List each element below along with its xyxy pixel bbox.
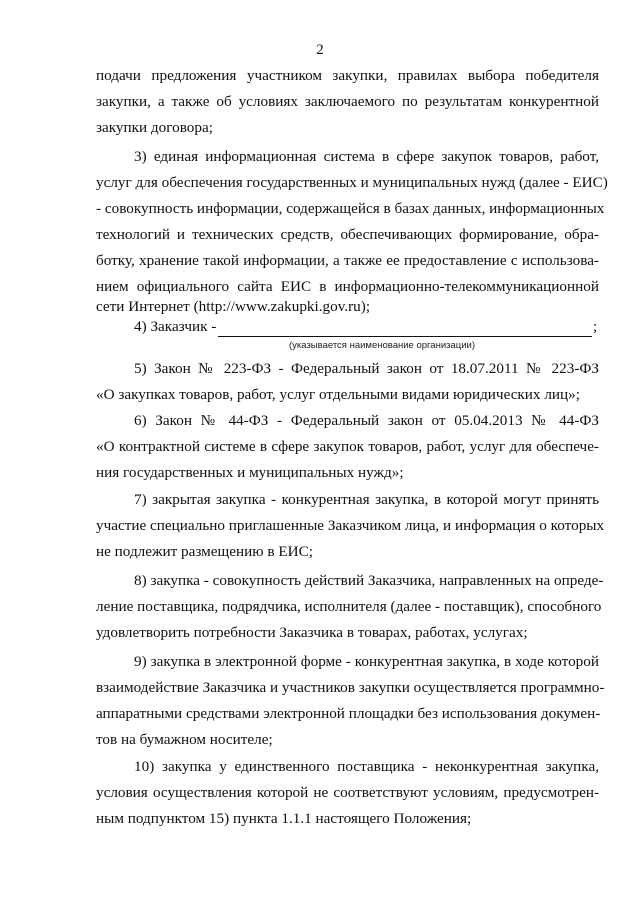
text-line: аппаратными средствами электронной площадки без использования докумен- [96, 705, 601, 722]
text-line: ным подпунктом 15) пункта 1.1.1 настоящего Положения; [96, 810, 472, 827]
text-line: не подлежит размещению в ЕИС; [96, 543, 313, 560]
text-line: нием официального сайта ЕИС в информационно-телекоммуникационной [96, 278, 599, 295]
customer-label: 4) Заказчик - [134, 318, 217, 335]
text-line: услуг для обеспечения государственных и муниципальных нужд (далее - ЕИС) [96, 174, 608, 191]
text-line: закупки договора; [96, 119, 213, 136]
text-line: ботку, хранение такой информации, а также ее предоставление с использова- [96, 252, 599, 269]
text-line: 5) Закон № 223-ФЗ - Федеральный закон от 18.07.2011 № 223-ФЗ [134, 360, 599, 377]
text-line: удовлетворить потребности Заказчика в товарах, работах, услугах; [96, 624, 528, 641]
customer-fill-line [218, 336, 592, 337]
text-line: - совокупность информации, содержащейся в базах данных, информационных [96, 200, 605, 217]
text-line: ление поставщика, подрядчика, исполнителя (далее - поставщик), способного [96, 598, 602, 615]
text-line: 8) закупка - совокупность действий Заказчика, направленных на опреде- [134, 572, 604, 589]
text-line: 6) Закон № 44-ФЗ - Федеральный закон от 05.04.2013 № 44-ФЗ [134, 412, 599, 429]
text-line: условия осуществления которой не соответствуют условиям, предусмотрен- [96, 784, 599, 801]
customer-caption: (указывается наименование организации) [288, 340, 475, 351]
customer-field-row [134, 318, 599, 340]
text-line: подачи предложения участником закупки, правилах выбора победителя [96, 67, 599, 84]
text-line: «О закупках товаров, работ, услуг отдельными видами юридических лиц»; [96, 386, 580, 403]
text-line: участие специально приглашенные Заказчиком лица, и информация о которых [96, 517, 605, 534]
text-line: 7) закрытая закупка - конкурентная закупка, в которой могут принять [134, 491, 599, 508]
text-line: сети Интернет (http://www.zakupki.gov.ru); [96, 298, 371, 315]
text-line: тов на бумажном носителе; [96, 731, 273, 748]
text-line: 3) единая информационная система в сфере закупок товаров, работ, [134, 148, 599, 165]
text-line: взаимодействие Заказчика и участников закупки осуществляется программно- [96, 679, 605, 696]
customer-semicolon: ; [593, 318, 598, 335]
text-line: ния государственных и муниципальных нужд»; [96, 464, 404, 481]
page-number: 2 [316, 42, 324, 58]
text-line: закупки, а также об условиях заключаемого по результатам конкурентной [96, 93, 599, 110]
text-line: 10) закупка у единственного поставщика - неконкурентная закупка, [134, 758, 599, 775]
text-line: технологий и технических средств, обеспечивающих формирование, обра- [96, 226, 599, 243]
text-line: 9) закупка в электронной форме - конкурентная закупка, в ходе которой [134, 653, 599, 670]
text-line: «О контрактной системе в сфере закупок товаров, работ, услуг для обеспече- [96, 438, 599, 455]
